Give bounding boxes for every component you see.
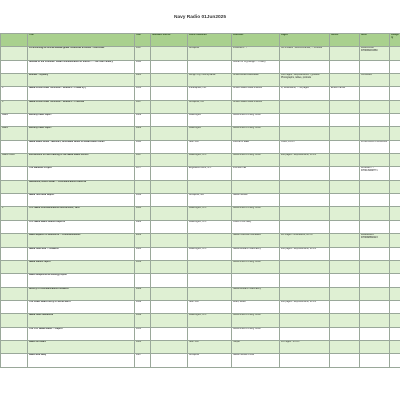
table-cell [280,180,330,193]
table-cell [330,60,360,73]
table-cell: 1949 [135,300,151,313]
table-cell: Naval Historical Foundation [232,234,280,247]
table-cell: United Books Association [232,74,280,87]
table-row [1,60,400,73]
table-cell: 296 pages - Reproductions, 28 cm [280,247,330,260]
table-cell: Government Printing Office [232,314,280,327]
table-cell: Sundial of the Potomac: naval communication in transit -- ... the 19th century [28,60,135,73]
table-cell: Publishers - ? [232,47,280,60]
table-cell [330,207,360,220]
table-row [1,47,400,60]
table-cell: Radio aspects of sea-borne ... communications [28,234,135,247]
table-row [1,74,400,87]
table-cell: Englewood Cliffs, N.J. [188,167,232,180]
table-cell: Office of the Navy [232,220,280,233]
table-cell [151,207,188,220]
table-cell [188,60,232,73]
table-cell [390,127,400,140]
table-cell [188,287,232,300]
table-cell [1,314,28,327]
table-cell [330,140,360,153]
table-cell [151,220,188,233]
table-cell [390,180,400,193]
table-cell: 1995 [135,140,151,153]
table-cell: Dodd, Mead [232,300,280,313]
table-cell [390,354,400,367]
table-row [1,340,400,353]
table-cell: Naval radio and ... research [28,247,135,260]
table-cell: Government Printing Office [232,327,280,340]
table-cell [330,327,360,340]
table-cell: Forthcoming ex-official Middle-grade Textbooks & Books - 1900-1980 [28,47,135,60]
table-cell [360,314,390,327]
table-row [1,154,400,167]
table-cell: Annapolis, Ind. [188,100,232,113]
table-cell [360,194,390,207]
table-cell [390,300,400,313]
table-cell [280,167,330,180]
table-cell [360,87,390,100]
table-cell [151,287,188,300]
table-cell: 296 pages - Reproductions, 18 cm [280,154,330,167]
table-cell [360,220,390,233]
table-cell: vi, Illustrations, ... 44 pages [280,87,330,100]
table-cell: Harper [232,340,280,353]
table-cell: Government Printing Office [232,154,280,167]
table-cell: Radio Notes [1,154,28,167]
table-cell: Naval Institute Press [232,354,280,367]
table-cell [330,114,360,127]
table-cell [1,300,28,313]
table-cell [360,340,390,353]
table-cell: Government Printing Office [232,127,280,140]
table-cell [280,114,330,127]
table-cell: U.S. Naval Radio Station Reports [28,220,135,233]
table-cell: 6 [1,87,28,100]
table-cell [390,327,400,340]
table-row [1,274,400,287]
table-cell: Emerk Harres [330,87,360,100]
table-cell [1,74,28,87]
table-cell: Naval Research Laboratory [232,287,280,300]
table-cell: 1945 [135,207,151,220]
table-cell [1,354,28,367]
table-cell [188,234,232,247]
table-cell [151,167,188,180]
table-cell [1,287,28,300]
table-cell [330,220,360,233]
table-cell: 9998882223 9780998882223 [360,234,390,247]
table-cell [151,180,188,193]
table-cell: 0 [1,207,28,220]
table-cell [390,167,400,180]
table-row [1,180,400,193]
table-row [1,127,400,140]
table-cell: 1947 [135,154,151,167]
table-cell [280,354,330,367]
table-cell [390,74,400,87]
table-row [1,140,400,153]
table-cell [151,100,188,113]
table-cell: History of communications research [28,287,135,300]
table-cell [390,154,400,167]
table-cell: 1951 [135,327,151,340]
table-row [1,220,400,233]
table-cell: Instructions for and training of the Naval Radio school [28,154,135,167]
table-cell [151,300,188,313]
table-row [1,194,400,207]
table-cell: Washington, D.C. [188,314,232,327]
column-header: Category [390,34,400,47]
table-cell: Naval Research Laboratory [232,247,280,260]
table-cell: Radio and Navy [28,354,135,367]
table-cell [390,47,400,60]
table-cell: xiv Pages - 24 cm [280,340,330,353]
table-cell: Center for Cryptologic ... History [232,60,280,73]
table-cell: Indianapolis, Ind. [188,87,232,100]
table-cell [390,220,400,233]
table-cell: 1956 [135,260,151,273]
table-cell: Radio on board [28,340,135,353]
table-cell [360,154,390,167]
column-header [1,34,28,47]
table-cell [151,74,188,87]
table-cell [151,140,188,153]
table-row [1,287,400,300]
column-header: Year [135,34,151,47]
table-cell [151,314,188,327]
table-cell: United States Naval Institute [232,87,280,100]
table-cell [280,287,330,300]
table-cell: Naval Technical Report [28,194,135,207]
table-row [1,234,400,247]
table-cell [280,100,330,113]
table-cell: 1982 [135,220,151,233]
table-cell [390,287,400,300]
table-cell [151,340,188,353]
table-cell [1,60,28,73]
table-cell [360,274,390,287]
table-cell [1,274,28,287]
table-cell [280,207,330,220]
table-cell: The Coast Guard Story of World War II [28,300,135,313]
table-cell: Lehigh City, Pennsylvania [188,74,232,87]
table-cell [1,180,28,193]
data-table [0,33,400,368]
table-cell [390,274,400,287]
table-cell: 1948 [135,314,151,327]
table-cell: 1997 [135,47,151,60]
table-cell [330,340,360,353]
table-cell: Washington, D.C. [188,207,232,220]
table-cell [1,194,28,207]
table-cell [330,287,360,300]
table-cell: Old edition [360,74,390,87]
table-cell [390,100,400,113]
table-cell: Washington [188,127,232,140]
table-cell: Journal of IEEE [232,140,280,153]
table-cell [330,167,360,180]
column-header: Publisher [232,34,280,47]
table-cell: Naval Action Enter Technical - Volume 2 - Practical [28,100,135,113]
table-cell [151,327,188,340]
table-row [1,247,400,260]
table-row [1,167,400,180]
table-cell [360,354,390,367]
table-cell: Prentice-Hall [232,167,280,180]
table-cell: Radio telephone technology report [28,274,135,287]
table-cell [1,260,28,273]
table-cell: Radio [1,114,28,127]
table-cell [1,340,28,353]
table-cell [360,260,390,273]
table-cell [1,140,28,153]
table-row [1,114,400,127]
table-cell: 1937 [135,100,151,113]
table-cell [330,354,360,367]
table-cell: Radio [1,127,28,140]
table-cell [390,87,400,100]
table-cell [360,114,390,127]
table-cell: The U.S. Naval Radio ... Report [28,327,135,340]
table-cell [330,47,360,60]
table-cell [151,234,188,247]
table-cell: U.S. Naval Communications Instructions, 1945 [28,207,135,220]
table-row [1,300,400,313]
table-cell: Office, 24 cm [280,140,330,153]
table-cell: 1963 [135,340,151,353]
table-cell [390,207,400,220]
table-cell [135,180,151,193]
table-cell [360,287,390,300]
table-cell: CD's Nation - Environmental, ... Pictures [280,47,330,60]
table-cell: Handbook, Hutch Naval ... Communications Reserve [28,180,135,193]
table-cell [330,74,360,87]
table-cell [390,340,400,353]
column-header: ISBN [360,34,390,47]
table-cell [151,114,188,127]
table-cell [135,274,151,287]
table-cell [188,180,232,193]
table-cell: Monthly radio report [28,114,135,127]
table-cell [151,194,188,207]
table-cell [360,247,390,260]
table-cell [1,220,28,233]
table-cell [390,140,400,153]
table-cell [151,274,188,287]
table-cell [151,247,188,260]
table-cell: Washington, D.C. [188,154,232,167]
table-cell [280,194,330,207]
table-cell [232,274,280,287]
table-cell: Annapolis [188,47,232,60]
table-cell: New York [188,340,232,353]
table-cell: Naval station report [28,260,135,273]
table-cell [360,60,390,73]
table-cell [280,60,330,73]
table-cell [360,327,390,340]
table-cell [188,274,232,287]
table-cell [360,300,390,313]
table-cell: 1977 [135,167,151,180]
table-cell: Naval radio handbook [28,314,135,327]
table-cell [330,314,360,327]
table-cell [1,47,28,60]
table-cell [390,234,400,247]
table-cell [151,47,188,60]
column-header: Standard Source [151,34,188,47]
header-row [1,34,400,47]
table-cell [151,127,188,140]
table-row [1,260,400,273]
table-cell: Naval Institute [232,194,280,207]
table-cell [188,260,232,273]
table-cell: 1905 [135,74,151,87]
column-header: Place Published [188,34,232,47]
table-row [1,327,400,340]
table-cell: 343 Pages - Reproductions: Typeface: Photographs, tables, portraits [280,74,330,87]
table-cell: 2002 [135,234,151,247]
table-cell [360,180,390,193]
table-cell: 200 pages - Reproductions, 24 cm [280,300,330,313]
table-cell [280,127,330,140]
document-title: Navy Radio 01Jun2025 [174,15,226,20]
table-cell [151,260,188,273]
table-cell [330,274,360,287]
table-cell [390,247,400,260]
table-cell: Wonder : Mystery [28,74,135,87]
table-cell [232,180,280,193]
table-cell [330,194,360,207]
table-row [1,314,400,327]
table-cell [280,260,330,273]
table-cell: Washington, D.C. [188,220,232,233]
table-cell [330,247,360,260]
table-cell: 0139998777 9780139998771 [360,167,390,180]
table-cell: 1987 [135,354,151,367]
table-cell [330,234,360,247]
column-header: Pages [280,34,330,47]
column-header: Title [28,34,135,47]
table-cell: 1963 [135,247,151,260]
table-cell [330,300,360,313]
table-cell [280,274,330,287]
table-cell: Naval Radio Notes - Memoirs, Annotated Notes of Naval Radio Clerks [28,140,135,153]
table-cell: 1909 [135,114,151,127]
table-cell: The Sandbox Project [28,167,135,180]
table-cell [390,60,400,73]
table-cell [330,260,360,273]
table-cell: 9780131004 9780131004 [360,140,390,153]
table-row [1,87,400,100]
table-cell [1,247,28,260]
table-cell [330,180,360,193]
table-cell: Naval Action Enter Technical - Volume 2 - Phase 2(?) [28,87,135,100]
table-cell: 9990031580 9780999031580 [360,47,390,60]
table-cell: 1953 [135,87,151,100]
table-cell [280,220,330,233]
table-cell [1,167,28,180]
table-cell: Government Printing Office [232,260,280,273]
table-row [1,354,400,367]
table-cell: 1922 [135,127,151,140]
table-cell [360,100,390,113]
table-cell: Annapolis, Md. [188,194,232,207]
table-cell [390,260,400,273]
table-cell: Government Printing Office [232,207,280,220]
table-cell: 1968 [135,287,151,300]
table-row [1,207,400,220]
table-cell [1,327,28,340]
table-cell [390,194,400,207]
table-cell: United States Naval Institute [232,100,280,113]
table-cell [151,154,188,167]
table-cell [1,234,28,247]
table-cell [188,327,232,340]
table-cell: Washington [188,114,232,127]
table-cell: 6 [1,100,28,113]
table-cell: Washington, D.C. [188,247,232,260]
table-cell [330,127,360,140]
table-row [1,100,400,113]
table-cell [151,87,188,100]
table-cell: Government Printing Office [232,114,280,127]
table-cell [360,127,390,140]
table-cell [330,100,360,113]
table-cell [280,327,330,340]
table-cell: New York [188,140,232,153]
table-cell [280,314,330,327]
table-cell: xxii Pages - Illustrations, 28 cm [280,234,330,247]
table-cell [330,154,360,167]
column-header: Author [330,34,360,47]
table-cell: 1991 [135,60,151,73]
table-cell: Annapolis [188,354,232,367]
table-cell: New York [188,300,232,313]
table-cell [360,207,390,220]
table-cell [151,60,188,73]
table-cell [151,354,188,367]
table-cell [390,314,400,327]
table-cell: Monthly radio report [28,127,135,140]
table-cell: 1946 [135,194,151,207]
table-cell [390,114,400,127]
